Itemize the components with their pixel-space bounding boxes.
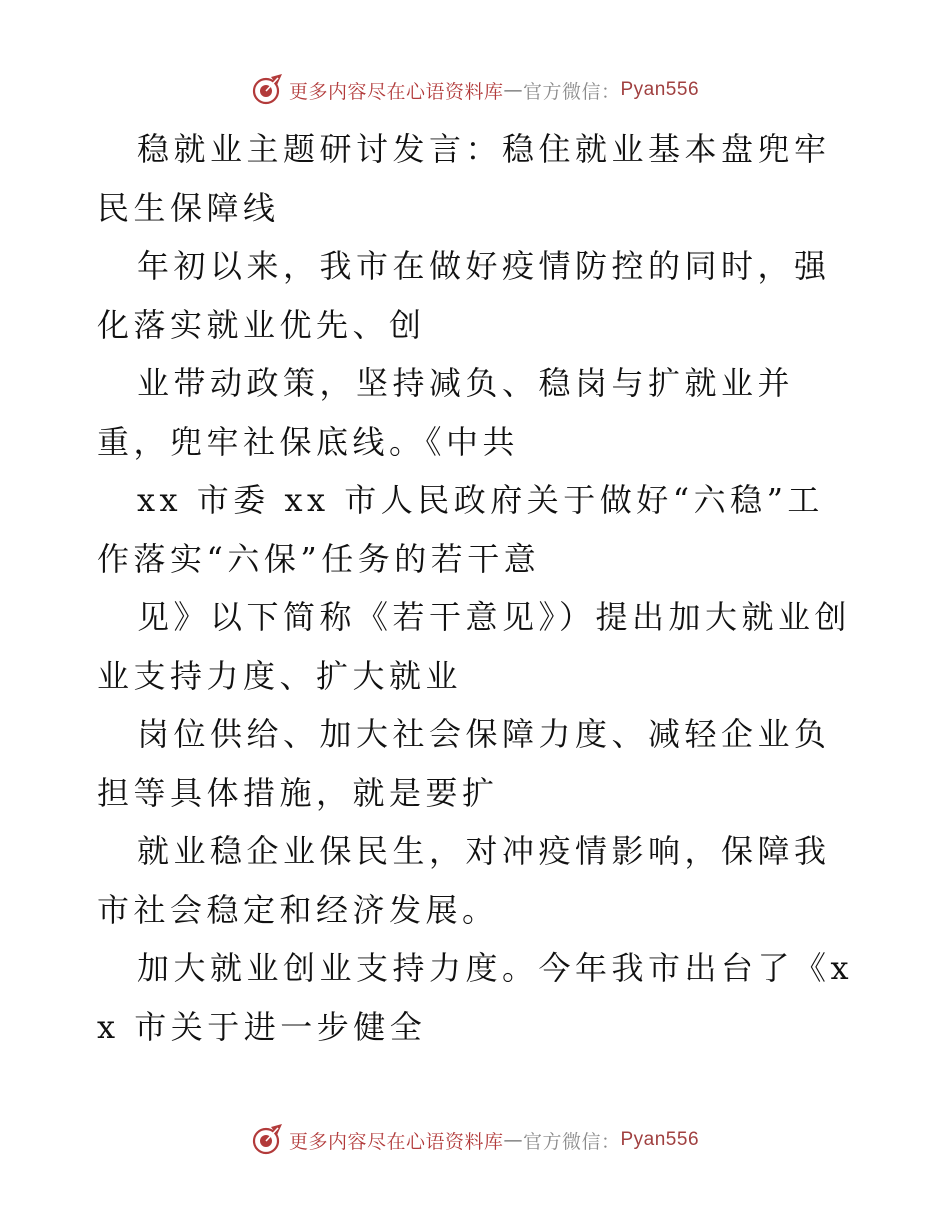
- footer-banner: [0, 1120, 950, 1160]
- banner-handle: Pyan556: [620, 79, 700, 100]
- header-banner: [0, 70, 950, 110]
- paragraph: 业带动政策，坚持减负、稳岗与扩就业并重，兜牢社保底线。《中共: [97, 364, 795, 461]
- paragraph: 加大就业创业支持力度。今年我市出台了《xx 市关于进一步健全: [97, 949, 854, 1046]
- document-title: 稳就业主题研讨发言：稳住就业基本盘兜牢民生保障线: [97, 130, 831, 227]
- banner-wechat-label: 官方微信：: [522, 81, 621, 103]
- document-body: [97, 120, 857, 1056]
- paragraph: 年初以来，我市在做好疫情防控的同时，强化落实就业优先、创: [97, 247, 831, 344]
- banner-brand: 更多内容尽在心语资料库: [288, 80, 504, 103]
- banner-brand: 更多内容尽在心语资料库: [288, 1130, 504, 1153]
- paragraph: 见》以下简称《若干意见》）提出加大就业创业支持力度、扩大就业: [97, 598, 852, 695]
- banner-separator: —: [503, 79, 523, 101]
- pen-logo-icon: [251, 1123, 285, 1157]
- banner-separator: —: [503, 1129, 523, 1151]
- pen-logo-icon: [251, 73, 285, 107]
- banner-wechat-label: 官方微信：: [522, 1131, 621, 1153]
- banner-handle: Pyan556: [620, 1129, 700, 1150]
- paragraph: 岗位供给、加大社会保障力度、减轻企业负担等具体措施，就是要扩: [97, 715, 831, 812]
- paragraph: 就业稳企业保民生，对冲疫情影响，保障我市社会稳定和经济发展。: [97, 832, 831, 929]
- paragraph: xx 市委 xx 市人民政府关于做好“六稳”工作落实“六保”任务的若干意: [97, 481, 824, 578]
